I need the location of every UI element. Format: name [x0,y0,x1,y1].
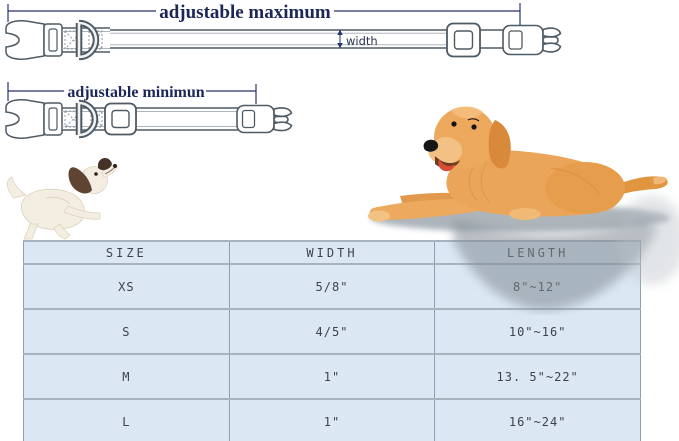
header-width: WIDTH [229,241,435,264]
male-buckle-icon [237,106,292,133]
female-buckle-icon [6,21,62,59]
male-buckle-icon [503,26,561,55]
d-ring-icon [79,23,96,57]
length-cell: 10"~16" [435,309,641,354]
golden-retriever-illustration [355,90,679,315]
collar-min-illustration [6,100,292,138]
width-arrow-icon [337,30,342,49]
table-row-m [24,354,641,399]
size-cell: S [24,309,230,354]
size-cell: M [24,354,230,399]
size-cell: L [24,399,230,441]
width-cell: 5/8" [229,264,435,309]
size-cell: XS [24,264,230,309]
retriever-ear [489,120,511,168]
length-cell: 16"~24" [435,399,641,441]
header-size: SIZE [24,241,230,264]
d-ring-icon [79,103,95,135]
dimension-label-min: adjustable minimun [67,84,205,101]
puppy-eye [94,172,98,176]
dimension-label-max: adjustable maximum [159,2,331,23]
table-row-l [24,399,641,441]
puppy-nose [113,164,117,168]
tri-glide-icon [105,104,136,135]
width-cell: 1" [229,354,435,399]
tri-glide-icon [447,24,480,57]
length-cell: 13. 5"~22" [435,354,641,399]
female-buckle-icon [6,100,62,138]
retriever-eye [451,121,456,126]
collar-max-illustration [6,21,561,59]
table-row-s [24,309,641,354]
puppy-illustration [2,150,122,242]
width-cell: 4/5" [229,309,435,354]
retriever-eye [471,124,476,129]
width-cell: 1" [229,399,435,441]
puppy-tail [7,177,26,198]
width-label: width [346,34,378,48]
